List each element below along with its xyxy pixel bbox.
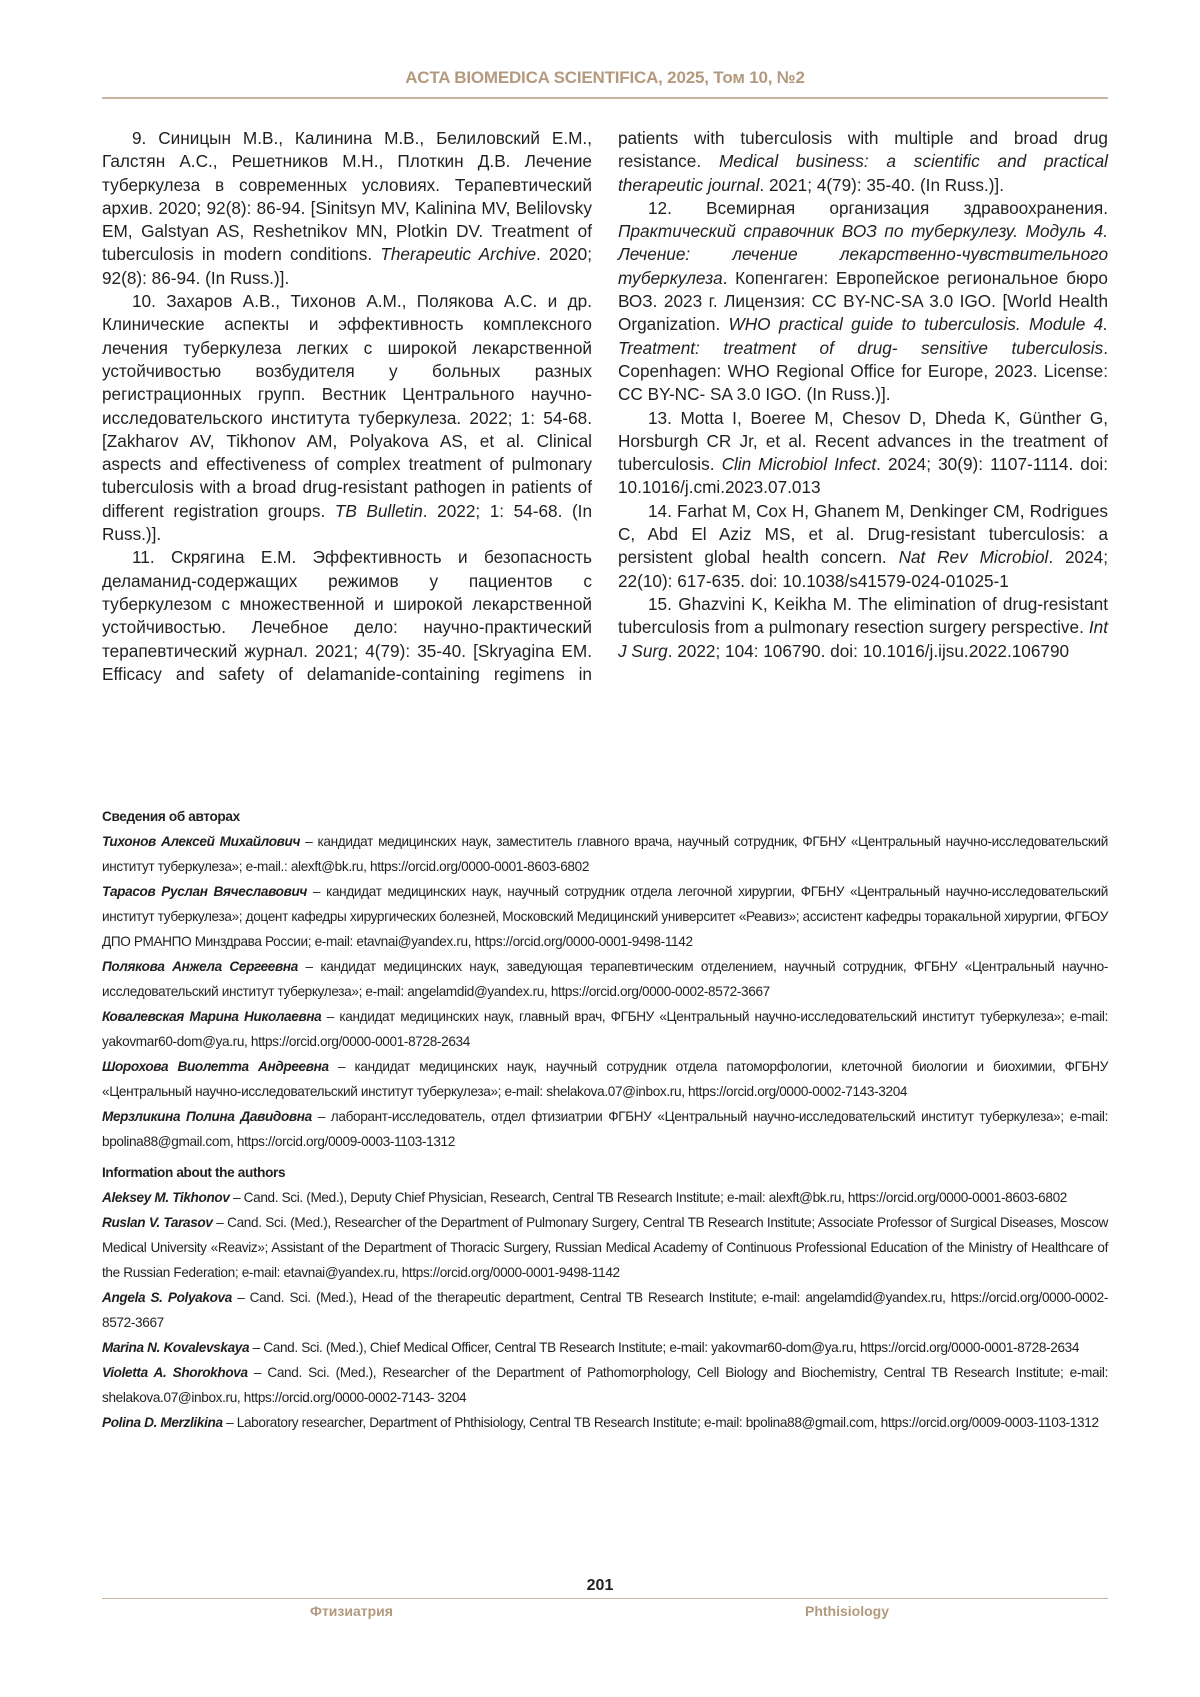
page-number: 201	[0, 1577, 1200, 1595]
reference-text: . 2024; 22(10): 617-635. doi: 10.1038/s41579-024-01025-1	[618, 547, 1108, 590]
footer-section-ru: Фтизиатрия	[310, 1603, 393, 1619]
reference-list	[102, 127, 1108, 687]
reference-text: 12. Всемирная организация здравоохранения.	[648, 198, 1108, 218]
reference-item	[618, 593, 1108, 663]
header-rule	[102, 97, 1108, 99]
author-details: – кандидат медицинских наук, заместитель главного врача, научный сотрудник, ФГБНУ «Центральный научно-исследовательский институт туберкулеза»; e-mail.: alexft@bk.ru, https://orcid.org/0000-0001-8603-6802	[102, 834, 1108, 874]
reference-text: 9. Синицын М.В., Калинина М.В., Белиловский Е.М., Галстян А.С., Решетников М.Н., Плоткин Д.В. Лечение туберкулеза в современных условиях. Терапевтический архив. 2020; 92(8): 86-94. [Sinitsyn MV, Kalinina MV, Belilovsky EM, Galstyan AS, Reshetnikov MN, Plotkin DV. Treatment of tuberculosis in modern conditions.	[102, 128, 592, 264]
reference-text: . Copenhagen: WHO Regional Office for Europe, 2023. License: CC BY-NC- SA 3.0 IGO. (In Russ.)].	[618, 338, 1108, 405]
author-details: – Laboratory researcher, Department of Phthisiology, Central TB Research Institute; e-mail: bpolina88@gmail.com, https://orcid.org/0009-0003-1103-1312	[223, 1415, 1099, 1430]
footer-section-en: Phthisiology	[805, 1603, 889, 1619]
author-entry	[102, 954, 1108, 1004]
reference-text: 14. Farhat M, Cox H, Ghanem M, Denkinger CM, Rodrigues C, Abd El Aziz MS, et al. Drug-resistant tuberculosis: a persistent global health concern.	[618, 501, 1108, 568]
author-name: Тихонов Алексей Михайлович	[102, 834, 300, 849]
reference-text: . Копенгаген: Европейское региональное бюро ВОЗ. 2023 г. Лицензия: CC BY-NC-SA 3.0 IGO. [World Health Organization.	[618, 268, 1108, 335]
reference-text: 11. Скрягина Е.М. Эффективность и безопасность деламанид-содержащих режимов у пациентов с туберкулезом с множественной и широкой лекарственной устойчивостью. Лечебное дело: научно-практический терапевтический журнал. 2021; 4(79): 35-40. [Skryagina EM. Efficacy and safety of delamanide-containing regimens in patients with tuberculosis with multiple and broad drug resistance.	[102, 128, 1108, 684]
authors-info-en	[102, 1160, 1108, 1435]
reference-text: . 2024; 30(9): 1107-1114. doi: 10.1016/j.cmi.2023.07.013	[618, 454, 1108, 497]
authors-en-heading: Information about the authors	[102, 1160, 1108, 1185]
author-name: Polina D. Merzlikina	[102, 1415, 223, 1430]
author-entry	[102, 1185, 1108, 1210]
author-details: – лаборант-исследователь, отдел фтизиатрии ФГБНУ «Центральный научно-исследовательский институт туберкулеза»; e-mail: bpolina88@gmail.com, https://orcid.org/0009-0003-1103-1312	[102, 1109, 1108, 1149]
authors-ru-heading: Сведения об авторах	[102, 804, 1108, 829]
reference-italic-text: Int J Surg	[618, 617, 1108, 660]
author-details: – кандидат медицинских наук, главный врач, ФГБНУ «Центральный научно-исследовательский институт туберкулеза»; e-mail: yakovmar60-dom@ya.ru, https://orcid.org/0000-0001-8728-2634	[102, 1009, 1108, 1049]
author-details: – Cand. Sci. (Med.), Deputy Chief Physician, Research, Central TB Research Institute; e-mail: alexft@bk.ru, https://orcid.org/0000-0001-8603-6802	[230, 1190, 1067, 1205]
author-name: Ковалевская Марина Николаевна	[102, 1009, 321, 1024]
reference-italic-text: TB Bulletin	[335, 501, 423, 521]
footer-rule	[102, 1598, 1108, 1599]
reference-text: . 2020; 92(8): 86-94. (In Russ.)].	[102, 244, 592, 287]
author-entry	[102, 1104, 1108, 1154]
reference-item	[102, 127, 592, 290]
author-name: Полякова Анжела Сергеевна	[102, 959, 298, 974]
authors-info-ru	[102, 804, 1108, 1154]
reference-text: . 2022; 1: 54-68. (In Russ.)].	[102, 501, 592, 544]
author-details: – Cand. Sci. (Med.), Researcher of the Department of Pulmonary Surgery, Central TB Research Institute; Associate Professor of Surgical Diseases, Moscow Medical University «Reaviz»; Assistant of the Department of Thoracic Surgery, Russian Medical Academy of Continuous Professional Education of the Ministry of Healthcare of the Russian Federation; e-mail: etavnai@yandex.ru, https://orcid.org/0000-0001-9498-1142	[102, 1215, 1108, 1280]
author-entry	[102, 1335, 1108, 1360]
author-details: – кандидат медицинских наук, заведующая терапевтическим отделением, научный сотрудник, ФГБНУ «Центральный научно-исследовательский институт туберкулеза»; e-mail: angelamdid@yandex.ru, https://orcid.org/0000-0002-8572-3667	[102, 959, 1108, 999]
author-name: Angela S. Polyakova	[102, 1290, 232, 1305]
author-details: – Cand. Sci. (Med.), Chief Medical Officer, Central TB Research Institute; e-mail: yakovmar60-dom@ya.ru, https://orcid.org/0000-0001-8728-2634	[249, 1340, 1079, 1355]
author-entry	[102, 1410, 1108, 1435]
author-entry	[102, 1360, 1108, 1410]
reference-item	[618, 407, 1108, 500]
author-entry	[102, 1210, 1108, 1285]
reference-italic-text: Практический справочник ВОЗ по туберкулезу. Модуль 4. Лечение: лечение лекарственно-чувствительного туберкулеза	[618, 221, 1108, 288]
author-entry	[102, 879, 1108, 954]
author-name: Тарасов Руслан Вячеславович	[102, 884, 307, 899]
reference-italic-text: Therapeutic Archive	[380, 244, 536, 264]
reference-italic-text: WHO practical guide to tuberculosis. Module 4. Treatment: treatment of drug- sensitive tuberculosis	[618, 314, 1108, 357]
reference-item	[618, 500, 1108, 593]
reference-text: . 2021; 4(79): 35-40. (In Russ.)].	[759, 175, 1004, 195]
running-title: ACTA BIOMEDICA SCIENTIFICA, 2025, Том 10, №2	[102, 68, 1108, 88]
author-name: Ruslan V. Tarasov	[102, 1215, 213, 1230]
reference-text: 13. Motta I, Boeree M, Chesov D, Dheda K, Günther G, Horsburgh CR Jr, et al. Recent advances in the treatment of tuberculosis.	[618, 408, 1108, 475]
author-details: – кандидат медицинских наук, научный сотрудник отдела легочной хирургии, ФГБНУ «Центральный научно-исследовательский институт туберкулеза»; доцент кафедры хирургических болезней, Московский Медицинский университет «Реавиз»; ассистент кафедры торакальной хирургии, ФГБОУ ДПО РМАНПО Минздрава России; e-mail: etavnai@yandex.ru, https://orcid.org/0000-0001-9498-1142	[102, 884, 1108, 949]
reference-item	[618, 197, 1108, 407]
author-entry	[102, 829, 1108, 879]
reference-italic-text: Clin Microbiol Infect	[722, 454, 877, 474]
author-entry	[102, 1285, 1108, 1335]
author-details: – Cand. Sci. (Med.), Researcher of the Department of Pathomorphology, Cell Biology and Biochemistry, Central TB Research Institute; e-mail: shelakova.07@inbox.ru, https://orcid.org/0000-0002-7143- 3204	[102, 1365, 1108, 1405]
author-name: Aleksey M. Tikhonov	[102, 1190, 230, 1205]
author-name: Шорохова Виолетта Андреевна	[102, 1059, 329, 1074]
author-entry	[102, 1004, 1108, 1054]
author-name: Мерзликина Полина Давидовна	[102, 1109, 312, 1124]
reference-italic-text: Medical business: a scientific and practical therapeutic journal	[618, 151, 1108, 194]
reference-italic-text: Nat Rev Microbiol	[899, 547, 1049, 567]
reference-item	[102, 290, 592, 546]
author-details: – кандидат медицинских наук, научный сотрудник отдела патоморфологии, клеточной биологии и биохимии, ФГБНУ «Центральный научно-исследовательский институт туберкулеза»; e-mail: shelakova.07@inbox.ru, https://orcid.org/0000-0002-7143-3204	[102, 1059, 1108, 1099]
author-details: – Cand. Sci. (Med.), Head of the therapeutic department, Central TB Research Institute; e-mail: angelamdid@yandex.ru, https://orcid.org/0000-0002-8572-3667	[102, 1290, 1108, 1330]
reference-text: 15. Ghazvini K, Keikha M. The elimination of drug-resistant tuberculosis from a pulmonary resection surgery perspective.	[618, 594, 1108, 637]
reference-text: . 2022; 104: 106790. doi: 10.1016/j.ijsu.2022.106790	[668, 641, 1069, 661]
author-entry	[102, 1054, 1108, 1104]
reference-text: 10. Захаров А.В., Тихонов А.М., Полякова А.С. и др. Клинические аспекты и эффективность комплексного лечения туберкулеза легких с широкой лекарственной устойчивостью возбудителя у больных разных регистрационных групп. Вестник Центрального научно- исследовательского института туберкулеза. 2022; 1: 54-68. [Zakharov AV, Tikhonov AM, Polyakova AS, et al. Clinical aspects and effectiveness of complex treatment of pulmonary tuberculosis with a broad drug-resistant pathogen in patients of different registration groups.	[102, 291, 592, 521]
author-name: Marina N. Kovalevskaya	[102, 1340, 249, 1355]
author-name: Violetta A. Shorokhova	[102, 1365, 248, 1380]
